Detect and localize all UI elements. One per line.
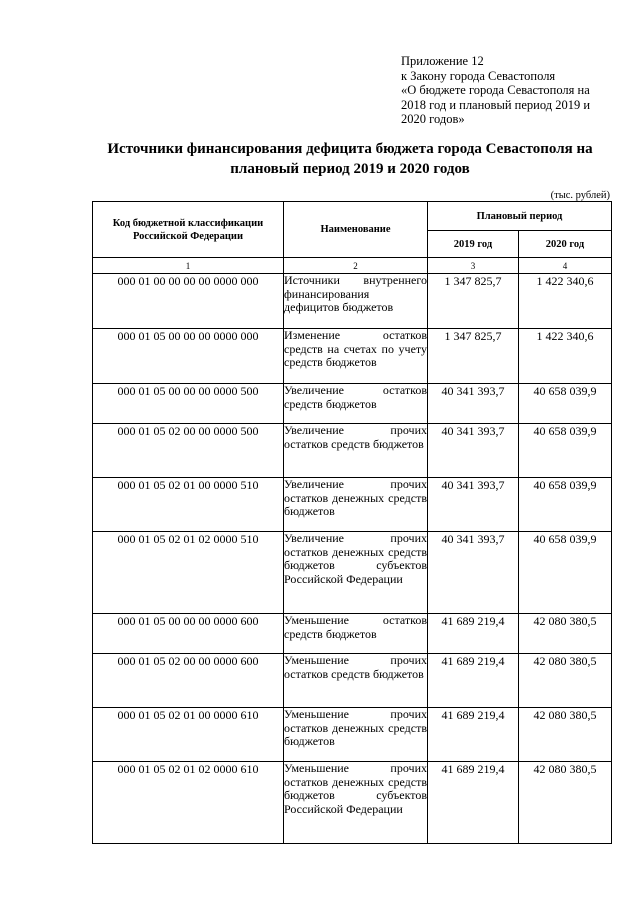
table-row <box>93 532 612 614</box>
row-value-2020: 40 658 039,9 <box>519 478 612 532</box>
row-name: Уменьшение прочих остатков денежных средств бюджетов субъектов Российской Федерации <box>284 762 428 844</box>
row-value-2020: 42 080 380,5 <box>519 654 612 708</box>
row-code: 000 01 05 00 00 00 0000 000 <box>93 329 284 384</box>
row-value-2020: 40 658 039,9 <box>519 532 612 614</box>
row-value-2020: 42 080 380,5 <box>519 708 612 762</box>
row-name: Увеличение прочих остатков денежных средств бюджетов субъектов Российской Федерации <box>284 532 428 614</box>
document-title: Источники финансирования дефицита бюджета города Севастополя на плановый период 2019 и 2020 годов <box>107 141 593 177</box>
row-code: 000 01 05 02 00 00 0000 500 <box>93 424 284 478</box>
row-value-2019: 41 689 219,4 <box>428 762 519 844</box>
table-row <box>93 614 612 654</box>
row-value-2019: 1 347 825,7 <box>428 329 519 384</box>
table-row <box>93 329 612 384</box>
row-code: 000 01 05 02 00 00 0000 600 <box>93 654 284 708</box>
appendix-line: «О бюджете города Севастополя на <box>401 83 590 97</box>
row-code: 000 01 00 00 00 00 0000 000 <box>93 274 284 329</box>
row-value-2019: 40 341 393,7 <box>428 478 519 532</box>
row-name: Уменьшение прочих остатков средств бюджетов <box>284 654 428 708</box>
units-label: (тыс. рублей) <box>550 190 610 201</box>
row-name: Уменьшение прочих остатков денежных средств бюджетов <box>284 708 428 762</box>
row-value-2019: 40 341 393,7 <box>428 384 519 424</box>
row-value-2019: 41 689 219,4 <box>428 708 519 762</box>
row-code: 000 01 05 00 00 00 0000 600 <box>93 614 284 654</box>
table-row <box>93 708 612 762</box>
row-code: 000 01 05 02 01 00 0000 510 <box>93 478 284 532</box>
row-name: Увеличение прочих остатков средств бюджетов <box>284 424 428 478</box>
header-year-2019: 2019 год <box>428 231 519 258</box>
row-code: 000 01 05 02 01 02 0000 610 <box>93 762 284 844</box>
col-number: 1 <box>93 258 284 274</box>
header-name: Наименование <box>284 202 428 258</box>
appendix-line: 2018 год и плановый период 2019 и <box>401 97 591 112</box>
row-value-2019: 1 347 825,7 <box>428 274 519 329</box>
row-value-2019: 41 689 219,4 <box>428 654 519 708</box>
appendix-note <box>401 54 616 127</box>
row-value-2020: 1 422 340,6 <box>519 329 612 384</box>
row-name: Изменение остатков средств на счетах по учету средств бюджетов <box>284 329 428 384</box>
row-value-2020: 1 422 340,6 <box>519 274 612 329</box>
row-value-2019: 40 341 393,7 <box>428 532 519 614</box>
row-value-2020: 42 080 380,5 <box>519 762 612 844</box>
row-value-2020: 42 080 380,5 <box>519 614 612 654</box>
budget-table <box>92 201 612 844</box>
row-code: 000 01 05 02 01 02 0000 510 <box>93 532 284 614</box>
row-name: Источники внутреннего финансирования дефицитов бюджетов <box>284 274 428 329</box>
header-period: Плановый период <box>428 202 612 231</box>
table-row <box>93 478 612 532</box>
row-name: Уменьшение остатков средств бюджетов <box>284 614 428 654</box>
row-value-2020: 40 658 039,9 <box>519 424 612 478</box>
header-code: Код бюджетной классификации Российской Федерации <box>93 202 284 258</box>
table-row <box>93 384 612 424</box>
table-row <box>93 274 612 329</box>
header-year-2020: 2020 год <box>519 231 612 258</box>
table-row <box>93 654 612 708</box>
row-code: 000 01 05 00 00 00 0000 500 <box>93 384 284 424</box>
row-name: Увеличение остатков средств бюджетов <box>284 384 428 424</box>
row-code: 000 01 05 02 01 00 0000 610 <box>93 708 284 762</box>
row-value-2019: 40 341 393,7 <box>428 424 519 478</box>
appendix-line: 2020 годов» <box>401 112 465 126</box>
col-number: 3 <box>428 258 519 274</box>
table-row <box>93 762 612 844</box>
row-value-2020: 40 658 039,9 <box>519 384 612 424</box>
table-row <box>93 424 612 478</box>
col-number: 4 <box>519 258 612 274</box>
col-number: 2 <box>284 258 428 274</box>
appendix-line: к Закону города Севастополя <box>401 68 556 83</box>
row-value-2019: 41 689 219,4 <box>428 614 519 654</box>
row-name: Увеличение прочих остатков денежных средств бюджетов <box>284 478 428 532</box>
appendix-line: Приложение 12 <box>401 54 484 68</box>
